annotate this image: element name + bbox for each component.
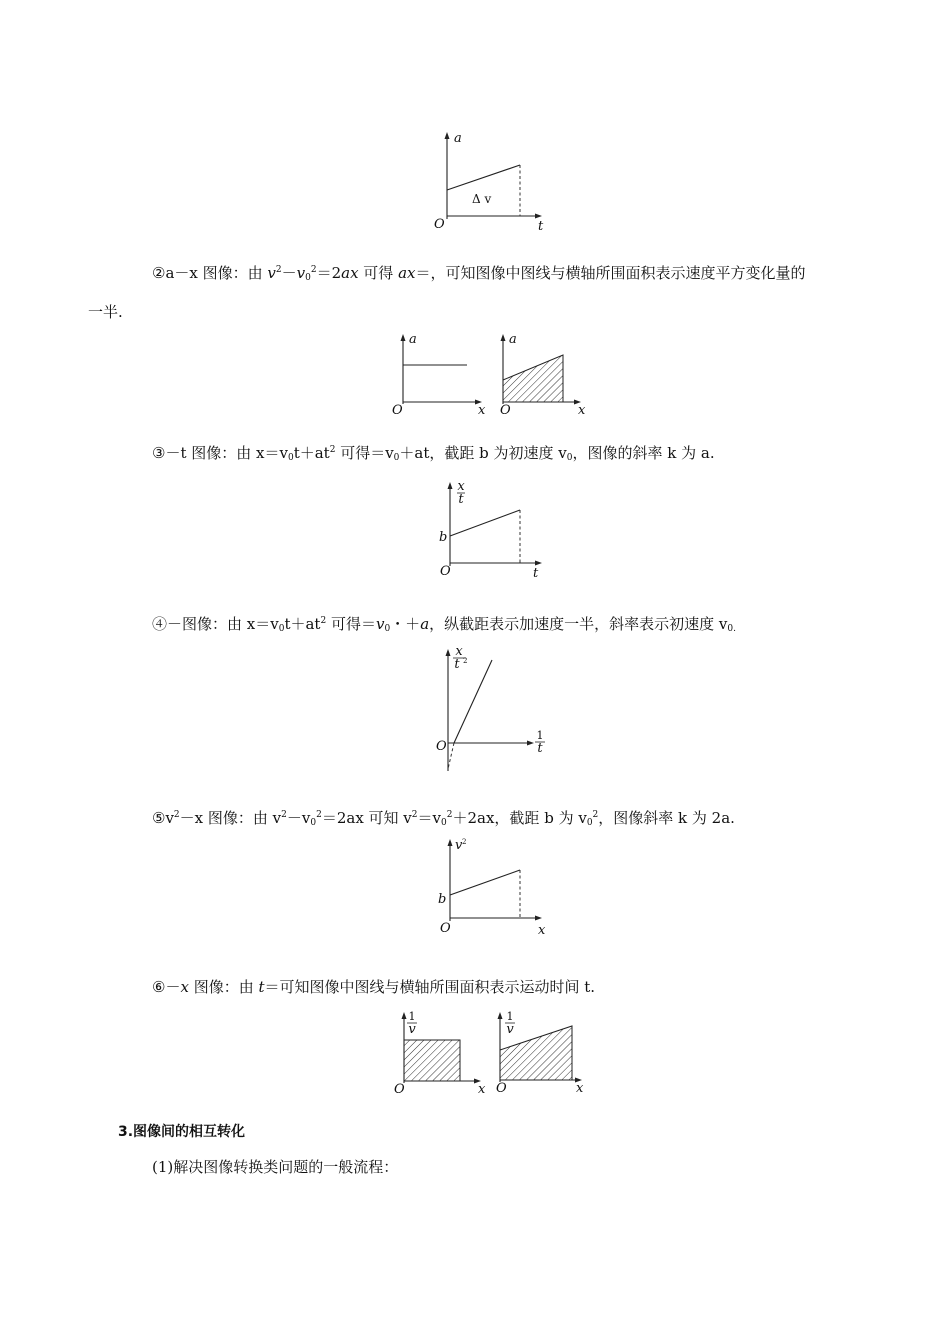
- text-segment: ＋at，截距 b 为初速度 v: [399, 444, 567, 462]
- text-segment: －x 图像：由 v: [179, 809, 282, 827]
- y-axis-arrow: [501, 334, 506, 341]
- origin-label: O: [436, 739, 447, 754]
- text-segment: 图像：由: [188, 978, 259, 996]
- hatched-area: [503, 355, 563, 402]
- origin-label: O: [500, 403, 511, 418]
- text-segment: ②a－x 图像：由: [152, 264, 268, 282]
- subscript: 0.: [727, 624, 736, 634]
- figure-x-over-t2: [430, 645, 555, 775]
- text-segment: －v: [286, 809, 311, 827]
- x-axis-arrow: [527, 741, 534, 746]
- intercept-label: b: [439, 530, 448, 545]
- text-segment: ＝，可知图像中图线与横轴所围面积表示速度平方变化量的: [415, 264, 806, 282]
- y-axis-arrow: [402, 1012, 407, 1019]
- paragraph-a-x-line2: 一半.: [88, 303, 123, 321]
- text-segment: ＝2: [316, 264, 342, 282]
- y-axis-label-numerator: 1: [506, 1010, 514, 1023]
- superscript: 2: [310, 265, 317, 275]
- subscript: 0: [310, 818, 317, 828]
- text-segment: ⑥－: [152, 978, 181, 996]
- y-axis-label-exponent: 2: [463, 657, 468, 665]
- y-axis-label-denominator: v: [408, 1022, 416, 1037]
- paragraph-1-over-v-x: [152, 977, 595, 997]
- text-segment: ・＋: [390, 615, 421, 633]
- figure-x-over-t: [435, 478, 550, 583]
- superscript: 2: [329, 445, 336, 455]
- x-axis-label: x: [578, 403, 586, 418]
- x-axis-label: x: [478, 403, 486, 418]
- origin-label: O: [434, 217, 445, 232]
- x-axis-arrow: [535, 214, 542, 219]
- y-axis-label: a: [509, 332, 517, 347]
- text-segment: 可得: [358, 264, 399, 282]
- text-segment: ，纵截距表示加速度一半，斜率表示初速度 v: [429, 615, 728, 633]
- text-segment: ④－图像：由 x＝v: [152, 615, 279, 633]
- subscript: 0: [586, 818, 593, 828]
- superscript: 2: [316, 810, 322, 820]
- text-segment: ＋2ax，截距 b 为 v: [452, 809, 587, 827]
- subscript: 0: [441, 818, 447, 828]
- text-segment: 可得＝: [326, 615, 376, 633]
- x-axis-label: x: [478, 1082, 486, 1097]
- graph-line: [447, 165, 520, 190]
- y-axis-label-numerator: x: [455, 644, 463, 659]
- subscript: 0: [384, 624, 391, 634]
- paragraph-x-over-t: [152, 443, 715, 463]
- text-segment: 可得＝v: [335, 444, 394, 462]
- text-segment: x: [180, 978, 189, 996]
- superscript: 2: [446, 810, 453, 820]
- y-axis-arrow: [446, 649, 451, 656]
- text-segment: ax: [398, 264, 416, 282]
- intercept-label: b: [438, 892, 447, 907]
- paragraph-v2-x: [152, 808, 735, 828]
- text-segment: ＝v: [417, 809, 442, 827]
- text-segment: t＋at: [284, 615, 321, 633]
- graph-line: [454, 660, 492, 743]
- superscript: 2: [320, 616, 327, 626]
- y-axis-label-exponent: 2: [462, 838, 467, 846]
- y-axis-arrow: [448, 839, 453, 846]
- origin-label: O: [440, 564, 451, 579]
- figure-a-x-constant: [390, 330, 495, 420]
- subscript: 0: [393, 453, 400, 463]
- text-segment: ⑤v: [152, 809, 174, 827]
- text-segment: a: [420, 615, 430, 633]
- paragraph-x-over-t2: [152, 614, 736, 634]
- y-axis-label: a: [409, 332, 417, 347]
- text-segment: ③－t 图像：由 x＝v: [152, 444, 288, 462]
- superscript: 2: [281, 810, 287, 820]
- y-axis-arrow: [448, 482, 453, 489]
- y-axis-arrow: [445, 132, 450, 139]
- section-subheading: (1)解决图像转换类问题的一般流程：: [152, 1158, 399, 1176]
- text-segment: ＝可知图像中图线与横轴所围面积表示运动时间 t.: [264, 978, 596, 996]
- x-axis-label: x: [538, 923, 546, 938]
- hatched-area: [404, 1040, 460, 1081]
- graph-line: [450, 510, 520, 536]
- x-axis-label: t: [538, 219, 544, 234]
- text-segment: v: [375, 615, 385, 633]
- origin-label: O: [440, 921, 451, 936]
- superscript: 2: [173, 810, 180, 820]
- superscript: 2: [275, 265, 282, 275]
- y-axis-label: v: [455, 838, 463, 853]
- x-axis-arrow: [535, 561, 542, 566]
- figure-1-over-v-constant: [392, 1008, 492, 1098]
- area-label: Δ v: [472, 192, 492, 206]
- figure-a-t: [430, 128, 550, 236]
- text-segment: －: [281, 264, 297, 282]
- text-segment: t: [258, 978, 265, 996]
- y-axis-arrow: [498, 1012, 503, 1019]
- figure-1-over-v-linear: [492, 1008, 592, 1098]
- superscript: 2: [411, 810, 418, 820]
- subscript: 0: [305, 273, 311, 283]
- section-heading: 3.图像间的相互转化: [118, 1124, 246, 1140]
- y-axis-label: a: [454, 131, 462, 146]
- figure-v2-x: [435, 835, 550, 940]
- y-axis-label-denominator: v: [506, 1022, 514, 1037]
- y-axis-label-denominator: t: [454, 657, 460, 672]
- figure-a-x-linear: [495, 330, 595, 420]
- origin-label: O: [394, 1082, 405, 1097]
- x-axis-arrow: [535, 916, 542, 921]
- paragraph-a-x: [152, 263, 806, 283]
- y-axis-arrow: [401, 334, 406, 341]
- text-segment: v: [267, 264, 276, 282]
- x-axis-label-numerator: 1: [536, 729, 544, 742]
- origin-label: O: [496, 1081, 507, 1096]
- subscript: 0: [278, 624, 285, 634]
- x-axis-label-denominator: t: [537, 741, 543, 756]
- superscript: 2: [592, 810, 599, 820]
- y-axis-label-numerator: x: [457, 479, 465, 494]
- origin-label: O: [392, 403, 403, 418]
- x-axis-label: x: [576, 1081, 584, 1096]
- text-segment: ，图像斜率 k 为 2a.: [598, 809, 735, 827]
- dashed-line: [448, 743, 454, 769]
- y-axis-label-numerator: 1: [408, 1010, 416, 1023]
- x-axis-label: t: [533, 566, 539, 581]
- y-axis-label-denominator: t: [458, 492, 464, 507]
- text-segment: ，图像的斜率 k 为 a.: [572, 444, 715, 462]
- text-segment: ＝2ax 可知 v: [321, 809, 412, 827]
- subscript: 0: [287, 453, 294, 463]
- graph-line: [450, 870, 520, 895]
- text-segment: v: [296, 264, 306, 282]
- text-segment: ax: [341, 264, 359, 282]
- text-segment: t＋at: [293, 444, 330, 462]
- subscript: 0: [566, 453, 573, 463]
